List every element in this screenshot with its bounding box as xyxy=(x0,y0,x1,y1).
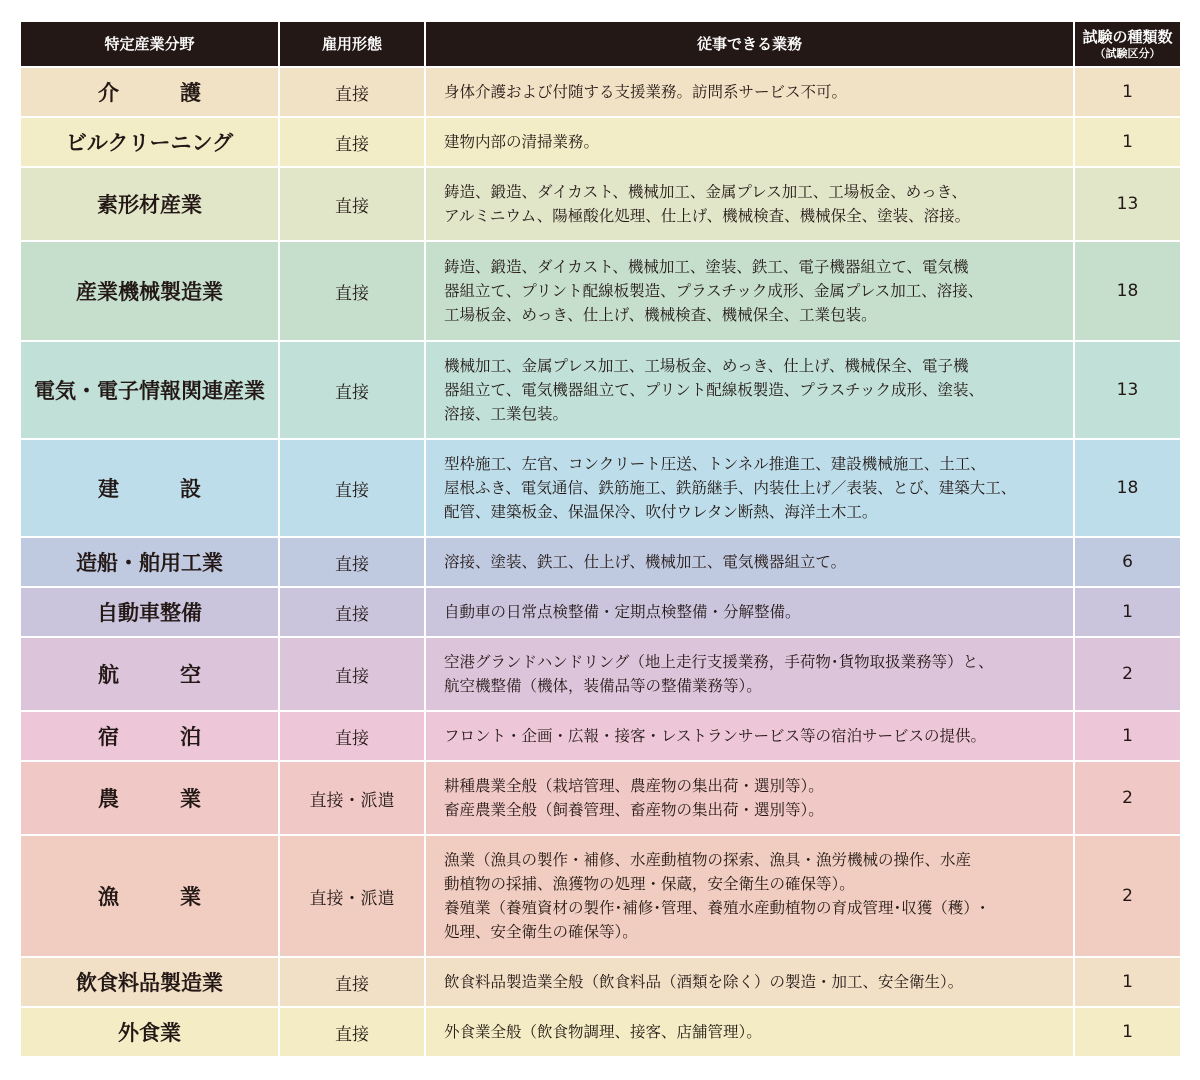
duties-line: 外食業全般（飲食物調理、接客、店舗管理）。 xyxy=(444,1023,762,1041)
header-duties: 従事できる業務 xyxy=(425,21,1074,67)
duties-line: 工場板金、めっき、仕上げ、機械検査、機械保全、工業包装。 xyxy=(444,306,877,324)
employment-cell: 直接 xyxy=(279,117,425,167)
table-row xyxy=(20,537,1181,587)
test-count-cell: 18 xyxy=(1074,241,1181,341)
table-row xyxy=(20,957,1181,1007)
duties-line: 身体介護および付随する支援業務。訪問系サービス不可。 xyxy=(444,83,848,101)
test-count-cell: 6 xyxy=(1074,537,1181,587)
duties-line: フロント・企画・広報・接客・レストランサービス等の宿泊サービスの提供。 xyxy=(444,727,987,745)
test-count-cell: 1 xyxy=(1074,587,1181,637)
employment-cell: 直接・派遣 xyxy=(279,761,425,835)
duties-cell xyxy=(425,637,1074,711)
sector-cell: 建 設 xyxy=(20,439,279,537)
test-count-cell: 1 xyxy=(1074,1007,1181,1057)
sector-cell: ビルクリーニング xyxy=(20,117,279,167)
test-count-cell: 13 xyxy=(1074,341,1181,439)
test-count-cell: 2 xyxy=(1074,835,1181,957)
header-tests-sublabel: （試験区分） xyxy=(1094,46,1161,60)
employment-cell: 直接 xyxy=(279,711,425,761)
duties-cell xyxy=(425,761,1074,835)
duties-line: 畜産農業全般（飼養管理、畜産物の集出荷・選別等）。 xyxy=(444,801,824,819)
header-row xyxy=(20,21,1181,67)
employment-cell: 直接 xyxy=(279,537,425,587)
table-body xyxy=(20,67,1181,1057)
sector-cell: 電気・電子情報関連産業 xyxy=(20,341,279,439)
table-row xyxy=(20,167,1181,241)
duties-line: 器組立て、電気機器組立て、プリント配線板製造、プラスチック成形、塗装、 xyxy=(444,381,985,399)
duties-cell xyxy=(425,167,1074,241)
table-row xyxy=(20,835,1181,957)
duties-cell xyxy=(425,835,1074,957)
sector-cell: 素形材産業 xyxy=(20,167,279,241)
test-count-cell: 18 xyxy=(1074,439,1181,537)
duties-cell xyxy=(425,957,1074,1007)
duties-line: 処理、安全衛生の確保等）。 xyxy=(444,923,638,941)
duties-line: 配管、建築板金、保温保冷、吹付ウレタン断熱、海洋土木工。 xyxy=(444,503,878,521)
test-count-cell: 13 xyxy=(1074,167,1181,241)
duties-cell xyxy=(425,341,1074,439)
table-row xyxy=(20,1007,1181,1057)
header-employment: 雇用形態 xyxy=(279,21,425,67)
duties-cell xyxy=(425,439,1074,537)
table-row xyxy=(20,67,1181,117)
table-row xyxy=(20,117,1181,167)
table-header xyxy=(20,21,1181,67)
test-count-cell: 2 xyxy=(1074,761,1181,835)
duties-line: 器組立て、プリント配線板製造、プラスチック成形、金属プレス加工、溶接、 xyxy=(444,282,984,300)
duties-cell xyxy=(425,1007,1074,1057)
duties-line: 機械加工、金属プレス加工、工場板金、めっき、仕上げ、機械保全、電子機 xyxy=(444,357,969,375)
employment-cell: 直接 xyxy=(279,439,425,537)
header-tests-label: 試験の種類数 xyxy=(1082,28,1173,47)
duties-line: 鋳造、鍛造、ダイカスト、機械加工、金属プレス加工、工場板金、めっき、 xyxy=(444,183,967,201)
specified-skills-table xyxy=(19,20,1182,1058)
table-row xyxy=(20,341,1181,439)
duties-line: 溶接、工業包装。 xyxy=(444,405,569,423)
sector-cell: 自動車整備 xyxy=(20,587,279,637)
duties-cell xyxy=(425,587,1074,637)
duties-line: 飲食料品製造業全般（飲食料品（酒類を除く）の製造・加工、安全衛生）。 xyxy=(444,973,964,991)
test-count-cell: 2 xyxy=(1074,637,1181,711)
duties-line: 動植物の採捕、漁獲物の処理・保蔵，安全衛生の確保等）。 xyxy=(444,875,855,893)
duties-cell xyxy=(425,117,1074,167)
employment-cell: 直接 xyxy=(279,241,425,341)
sector-cell: 農 業 xyxy=(20,761,279,835)
table-row xyxy=(20,637,1181,711)
sector-cell: 漁 業 xyxy=(20,835,279,957)
employment-cell: 直接 xyxy=(279,587,425,637)
header-sector: 特定産業分野 xyxy=(20,21,279,67)
duties-line: 鋳造、鍛造、ダイカスト、機械加工、塗装、鉄工、電子機器組立て、電気機 xyxy=(444,258,969,276)
sector-cell: 外食業 xyxy=(20,1007,279,1057)
sector-cell: 宿 泊 xyxy=(20,711,279,761)
duties-line: 養殖業（養殖資材の製作･補修･管理、養殖水産動植物の育成管理･収獲（穫）･ xyxy=(444,899,987,917)
duties-line: アルミニウム、陽極酸化処理、仕上げ、機械検査、機械保全、塗装、溶接。 xyxy=(444,207,971,225)
duties-line: 溶接、塗装、鉄工、仕上げ、機械加工、電気機器組立て。 xyxy=(444,553,847,571)
employment-cell: 直接 xyxy=(279,341,425,439)
employment-cell: 直接 xyxy=(279,637,425,711)
duties-cell xyxy=(425,537,1074,587)
employment-cell: 直接 xyxy=(279,167,425,241)
duties-line: 漁業（漁具の製作・補修、水産動植物の探索、漁具・漁労機械の操作、水産 xyxy=(444,851,972,869)
test-count-cell: 1 xyxy=(1074,957,1181,1007)
sector-cell: 航 空 xyxy=(20,637,279,711)
duties-line: 型枠施工、左官、コンクリート圧送、トンネル推進工、建設機械施工、土工、 xyxy=(444,455,986,473)
duties-line: 空港グランドハンドリング（地上走行支援業務，手荷物･貨物取扱業務等）と、 xyxy=(444,653,994,671)
header-tests xyxy=(1074,21,1181,67)
duties-cell xyxy=(425,711,1074,761)
duties-cell xyxy=(425,67,1074,117)
sector-cell: 飲食料品製造業 xyxy=(20,957,279,1007)
duties-line: 自動車の日常点検整備・定期点検整備・分解整備。 xyxy=(444,603,801,621)
sector-cell: 産業機械製造業 xyxy=(20,241,279,341)
employment-cell: 直接 xyxy=(279,957,425,1007)
employment-cell: 直接・派遣 xyxy=(279,835,425,957)
duties-line: 航空機整備（機体，装備品等の整備業務等）。 xyxy=(444,677,762,695)
table-row xyxy=(20,587,1181,637)
test-count-cell: 1 xyxy=(1074,711,1181,761)
employment-cell: 直接 xyxy=(279,67,425,117)
specified-skills-table-container xyxy=(19,20,1180,1058)
test-count-cell: 1 xyxy=(1074,67,1181,117)
duties-line: 建物内部の清掃業務。 xyxy=(444,133,600,151)
test-count-cell: 1 xyxy=(1074,117,1181,167)
duties-line: 耕種農業全般（栽培管理、農産物の集出荷・選別等）。 xyxy=(444,777,824,795)
employment-cell: 直接 xyxy=(279,1007,425,1057)
table-row xyxy=(20,241,1181,341)
table-row xyxy=(20,711,1181,761)
sector-cell: 介 護 xyxy=(20,67,279,117)
duties-cell xyxy=(425,241,1074,341)
table-row xyxy=(20,439,1181,537)
table-row xyxy=(20,761,1181,835)
sector-cell: 造船・舶用工業 xyxy=(20,537,279,587)
duties-line: 屋根ふき、電気通信、鉄筋施工、鉄筋継手、内装仕上げ／表装、とび、建築大工、 xyxy=(444,479,1017,497)
